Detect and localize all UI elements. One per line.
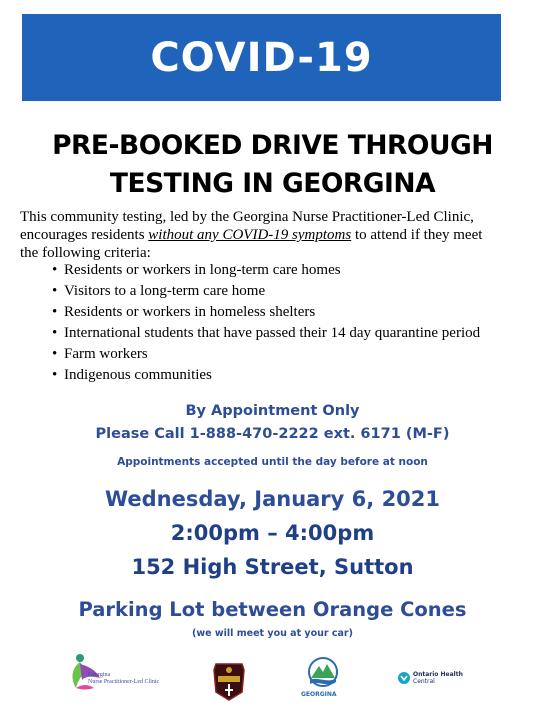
nurse-clinic-line-1: Georgina bbox=[88, 672, 111, 678]
banner-title: COVID-19 bbox=[150, 34, 373, 81]
criteria-text: Farm workers bbox=[64, 346, 148, 362]
ontario-health-line-1 bbox=[413, 671, 463, 678]
list-item bbox=[52, 302, 480, 323]
bullet-icon: • bbox=[52, 304, 58, 320]
list-item bbox=[52, 365, 480, 386]
partner-logos bbox=[0, 650, 545, 710]
ontario-health-icon bbox=[398, 672, 410, 684]
event-location: Parking Lot between Orange Cones bbox=[78, 598, 467, 621]
intro-line-2 bbox=[20, 226, 525, 244]
list-item bbox=[52, 281, 480, 302]
headline-line-1: PRE-BOOKED DRIVE THROUGH bbox=[52, 130, 493, 161]
intro-line-2-start: encourages residents bbox=[20, 227, 149, 243]
intro-line-1: This community testing, led by the Georgina Nurse Practitioner-Led Clinic, bbox=[20, 209, 474, 225]
intro-paragraph bbox=[20, 208, 525, 262]
event-address: 152 High Street, Sutton bbox=[131, 555, 414, 579]
event-time: 2:00pm – 4:00pm bbox=[170, 521, 375, 545]
ontario-health-line-2: Central bbox=[413, 678, 435, 685]
criteria-text: International students that have passed their 14 day quarantine period bbox=[64, 325, 481, 341]
georgina-label: GEORGINA bbox=[301, 691, 337, 698]
event-date: Wednesday, January 6, 2021 bbox=[104, 487, 441, 511]
nurse-clinic-line-2: Nurse Practitioner-Led Clinic bbox=[88, 678, 160, 685]
criteria-text: Residents or workers in homeless shelters bbox=[64, 304, 316, 320]
intro-line-3: the following criteria: bbox=[20, 245, 151, 261]
criteria-text: Residents or workers in long-term care homes bbox=[64, 262, 341, 278]
event-location-note: (we will meet you at your car) bbox=[192, 628, 353, 639]
covid-banner bbox=[22, 14, 501, 101]
bullet-icon: • bbox=[52, 262, 58, 278]
ontario-health-name: Ontario Health bbox=[413, 671, 463, 678]
no-symptoms-emphasis: without any COVID-19 symptoms bbox=[148, 227, 352, 243]
headline-line-2: TESTING IN GEORGINA bbox=[109, 168, 436, 199]
fire-shield-icon bbox=[212, 662, 246, 702]
list-item bbox=[52, 344, 480, 365]
bullet-icon: • bbox=[52, 325, 58, 341]
fire-services-logo bbox=[212, 662, 246, 702]
intro-line-2-end: to attend if they meet bbox=[351, 227, 483, 243]
criteria-text: Visitors to a long-term care home bbox=[64, 283, 266, 299]
georgina-emblem-icon bbox=[303, 656, 343, 690]
bullet-icon: • bbox=[52, 367, 58, 383]
bullet-icon: • bbox=[52, 346, 58, 362]
criteria-list bbox=[52, 260, 480, 386]
ontario-health-logo bbox=[398, 670, 468, 690]
nurse-clinic-logo bbox=[66, 650, 191, 696]
list-item bbox=[52, 260, 480, 281]
appointment-only: By Appointment Only bbox=[185, 403, 360, 419]
ontario-health-text bbox=[413, 671, 463, 685]
list-item bbox=[52, 323, 480, 344]
bullet-icon: • bbox=[52, 283, 58, 299]
appointment-phone: Please Call 1-888-470-2222 ext. 6171 (M-F) bbox=[95, 426, 450, 442]
nurse-clinic-text bbox=[88, 672, 159, 685]
georgina-logo bbox=[303, 656, 343, 702]
criteria-text: Indigenous communities bbox=[64, 367, 212, 383]
appointment-deadline-note: Appointments accepted until the day before at noon bbox=[117, 456, 428, 468]
